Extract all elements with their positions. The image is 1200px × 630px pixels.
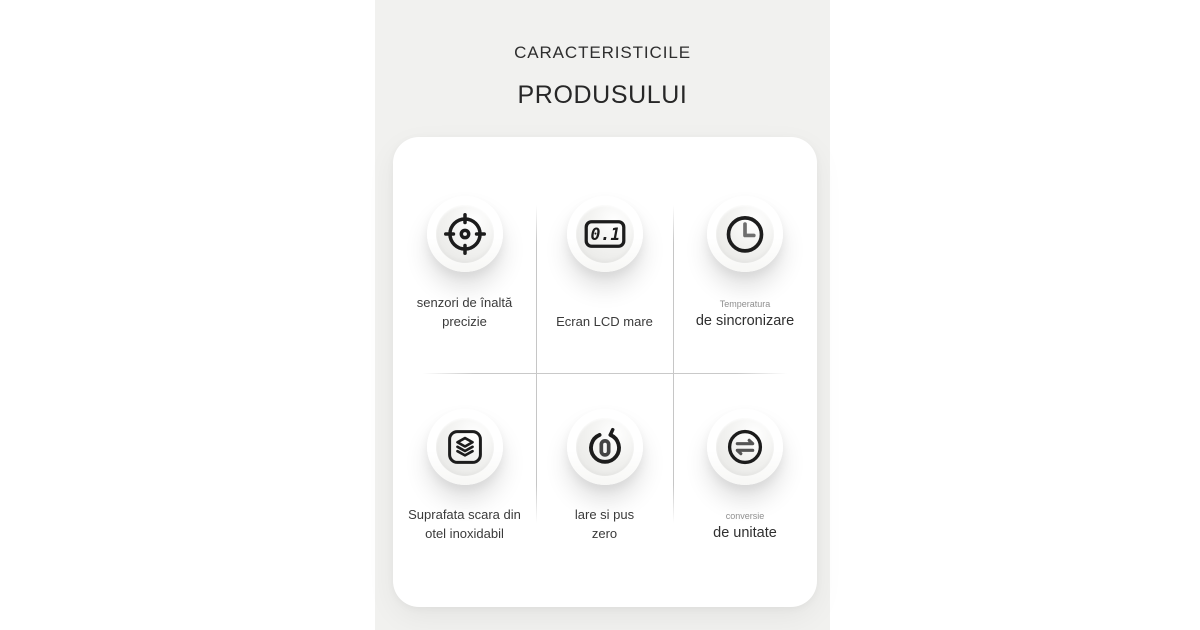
layers-icon — [444, 426, 486, 468]
feature-caption-line: precizie — [442, 314, 487, 329]
lcd-display-icon — [582, 211, 628, 257]
feature-cell-steel-surface — [393, 373, 536, 607]
feature-icon-button — [427, 196, 503, 272]
lcd-value-text: 0.1 — [590, 224, 620, 244]
feature-caption — [667, 509, 823, 543]
feature-icon-button — [427, 409, 503, 485]
features-panel — [375, 0, 830, 630]
feature-caption-line: senzori de înaltă — [416, 295, 513, 310]
feature-caption — [667, 297, 823, 331]
feature-cell-unit-conversion — [673, 373, 817, 607]
feature-icon-disc — [576, 205, 634, 263]
feature-cell-lcd-screen — [536, 137, 673, 373]
crosshair-icon — [444, 213, 486, 255]
features-grid — [393, 137, 817, 607]
page-title-line-2: PRODUSULUI — [517, 81, 688, 109]
features-card — [393, 137, 817, 607]
feature-icon-disc — [716, 205, 774, 263]
feature-cell-tare-zero — [536, 373, 673, 607]
tare-zero-icon — [584, 426, 626, 468]
feature-caption — [387, 505, 542, 543]
feature-icon-button — [567, 409, 643, 485]
feature-caption-line: de unitate — [713, 525, 777, 541]
feature-caption-line: Ecran LCD mare — [556, 314, 653, 329]
feature-caption-small: conversie — [725, 511, 765, 521]
feature-icon-disc — [436, 205, 494, 263]
feature-caption — [530, 312, 679, 331]
feature-icon-disc — [576, 418, 634, 476]
feature-icon-button — [707, 196, 783, 272]
feature-caption-line: otel inoxidabil — [425, 526, 504, 541]
feature-caption-line: Suprafata scara din — [408, 507, 521, 522]
feature-caption — [530, 505, 679, 543]
feature-icon-disc — [716, 418, 774, 476]
feature-icon-button — [567, 196, 643, 272]
feature-caption-line: lare si pus — [574, 507, 635, 522]
feature-caption-line: zero — [591, 526, 618, 541]
feature-cell-precision-sensors — [393, 137, 536, 373]
feature-caption-line: de sincronizare — [695, 313, 795, 329]
feature-icon-disc — [436, 418, 494, 476]
feature-caption — [387, 293, 542, 331]
feature-icon-button — [707, 409, 783, 485]
clock-icon — [723, 212, 767, 256]
transfer-arrows-icon — [724, 426, 766, 468]
page-title-line-1: CARACTERISTICILE — [514, 43, 691, 62]
feature-caption-small: Temperatura — [719, 299, 771, 309]
feature-cell-sync-temperature — [673, 137, 817, 373]
